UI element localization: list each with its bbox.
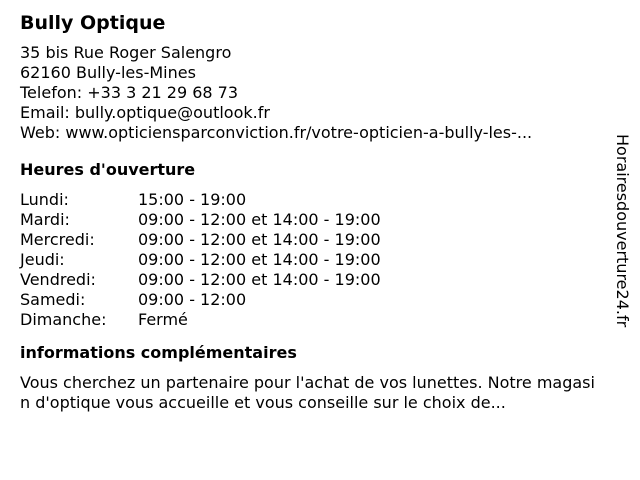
hours-day: Jeudi:: [20, 250, 65, 269]
business-card: [20, 11, 610, 413]
hours-time: 09:00 - 12:00 et 14:00 - 19:00: [138, 210, 381, 229]
address-city: 62160 Bully-les-Mines: [20, 63, 196, 82]
hours-day: Samedi:: [20, 290, 86, 309]
hours-row-saturday: [20, 290, 610, 310]
hours-day: Vendredi:: [20, 270, 96, 289]
hours-time: 09:00 - 12:00 et 14:00 - 19:00: [138, 230, 381, 249]
address-street: 35 bis Rue Roger Salengro: [20, 43, 232, 62]
hours-heading: Heures d'ouverture: [20, 160, 196, 179]
hours-row-wednesday: [20, 230, 610, 250]
side-brand-watermark: Horairesdouverture24.fr: [613, 134, 632, 328]
hours-time: Fermé: [138, 310, 188, 329]
hours-row-sunday: [20, 310, 610, 330]
hours-row-monday: [20, 190, 610, 210]
hours-table: [20, 190, 610, 330]
hours-row-tuesday: [20, 210, 610, 230]
hours-time: 09:00 - 12:00 et 14:00 - 19:00: [138, 270, 381, 289]
hours-time: 09:00 - 12:00: [138, 290, 247, 309]
info-text: Vous cherchez un partenaire pour l'achat de vos lunettes. Notre magasin d'optique vous accueille et vous conseille sur le choix de...: [20, 373, 595, 412]
email-line[interactable]: Email: bully.optique@outlook.fr: [20, 103, 270, 122]
hours-day: Mercredi:: [20, 230, 95, 249]
business-name: Bully Optique: [20, 12, 166, 34]
hours-row-friday: [20, 270, 610, 290]
info-heading: informations complémentaires: [20, 343, 297, 362]
hours-row-thursday: [20, 250, 610, 270]
phone-line[interactable]: Telefon: +33 3 21 29 68 73: [20, 83, 239, 102]
hours-day: Lundi:: [20, 190, 69, 209]
hours-time: 15:00 - 19:00: [138, 190, 247, 209]
web-line[interactable]: Web: www.opticiensparconviction.fr/votre-opticien-a-bully-les-...: [20, 123, 533, 142]
hours-day: Dimanche:: [20, 310, 107, 329]
hours-day: Mardi:: [20, 210, 70, 229]
hours-time: 09:00 - 12:00 et 14:00 - 19:00: [138, 250, 381, 269]
